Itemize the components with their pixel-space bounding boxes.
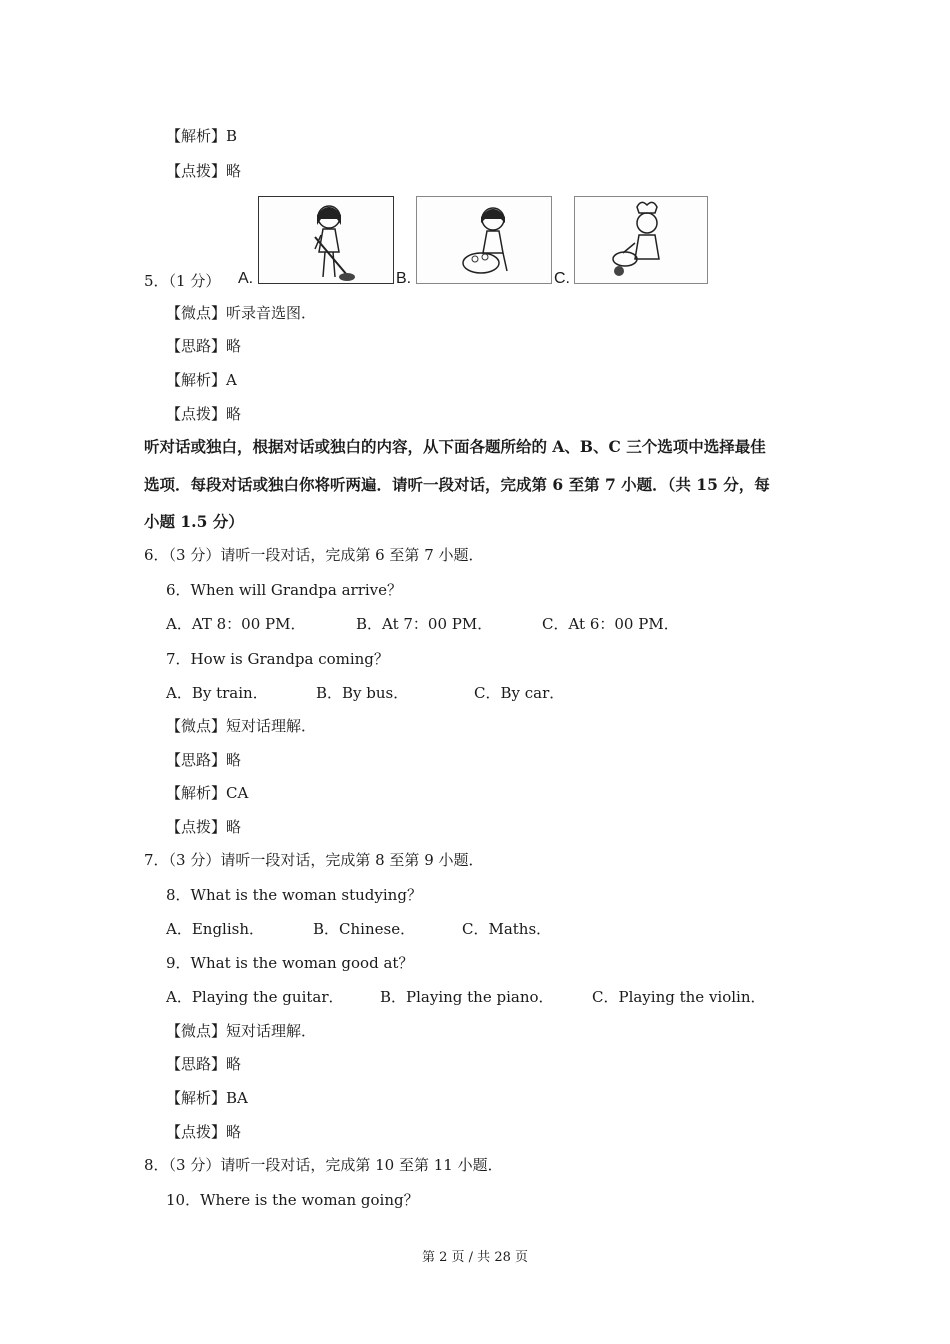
question-5-idea: 【思路】略 — [166, 337, 242, 355]
question-5-tip: 【点拨】略 — [166, 405, 242, 423]
answer-analysis: 【解析】B — [166, 127, 238, 145]
question-7-sub-2: 9．What is the woman good at？ — [166, 954, 414, 972]
question-6-sub-2: 7．How is Grandpa coming？ — [166, 650, 389, 668]
question-5-analysis: 【解析】A — [166, 371, 237, 389]
option-b-label: B. — [396, 270, 412, 287]
option-b: B．At 7：00 PM． — [356, 615, 493, 633]
question-7-title: 7．（3 分）请听一段对话，完成第 8 至第 9 小题． — [144, 851, 484, 869]
question-6-point: 【微点】短对话理解． — [166, 717, 317, 735]
option-a: A．English． — [166, 920, 264, 938]
section-instruction-line-2: 选项．每段对话或独白你将听两遍．请听一段对话，完成第 6 至第 7 小题．（共 15 分，每 — [144, 475, 770, 494]
section-instruction-line-3: 小题 1.5 分） — [144, 512, 244, 531]
section-instruction-line-1: 听对话或独白，根据对话或独白的内容，从下面各题所给的 A、B、C 三个选项中选择最佳 — [144, 437, 766, 456]
question-5-point: 【微点】听录音选图． — [166, 304, 317, 322]
picture-girl-sweeping — [258, 196, 394, 284]
option-c: C．At 6：00 PM． — [542, 615, 679, 633]
answer-tip: 【点拨】略 — [166, 162, 242, 180]
question-6-sub-2-options — [0, 683, 950, 703]
question-7-sub-1: 8．What is the woman studying？ — [166, 886, 422, 904]
question-6-tip: 【点拨】略 — [166, 818, 242, 836]
option-a: A．AT 8：00 PM． — [166, 615, 306, 633]
question-5-picture-options — [144, 196, 784, 288]
question-8-sub-1: 10．Where is the woman going？ — [166, 1191, 419, 1209]
picture-girl-washing — [416, 196, 552, 284]
option-a: A．Playing the guitar． — [166, 988, 344, 1006]
picture-girl-cooking — [574, 196, 708, 284]
option-c: C．By car． — [474, 684, 565, 702]
question-7-tip: 【点拨】略 — [166, 1123, 242, 1141]
question-7-sub-1-options — [0, 919, 950, 939]
question-7-sub-2-options — [0, 987, 950, 1007]
question-8-title: 8．（3 分）请听一段对话，完成第 10 至第 11 小题． — [144, 1156, 503, 1174]
question-6-sub-1: 6．When will Grandpa arrive？ — [166, 581, 403, 599]
option-b: B．Chinese． — [313, 920, 416, 938]
question-6-title: 6．（3 分）请听一段对话，完成第 6 至第 7 小题． — [144, 546, 484, 564]
option-c-label: C. — [554, 270, 570, 287]
option-a: A．By train． — [166, 684, 268, 702]
option-b: B．By bus． — [316, 684, 409, 702]
option-c: C．Playing the violin． — [592, 988, 766, 1006]
question-7-analysis: 【解析】BA — [166, 1089, 248, 1107]
question-6-idea: 【思路】略 — [166, 751, 242, 769]
option-a-label: A. — [238, 270, 254, 287]
option-c: C．Maths． — [462, 920, 552, 938]
question-6-sub-1-options — [0, 614, 950, 634]
question-7-point: 【微点】短对话理解． — [166, 1022, 317, 1040]
question-7-idea: 【思路】略 — [166, 1055, 242, 1073]
page-footer: 第 2 页 / 共 28 页 — [422, 1250, 528, 1265]
question-6-analysis: 【解析】CA — [166, 784, 249, 802]
question-5-prefix: 5．（1 分） — [144, 272, 221, 290]
option-b: B．Playing the piano． — [380, 988, 554, 1006]
